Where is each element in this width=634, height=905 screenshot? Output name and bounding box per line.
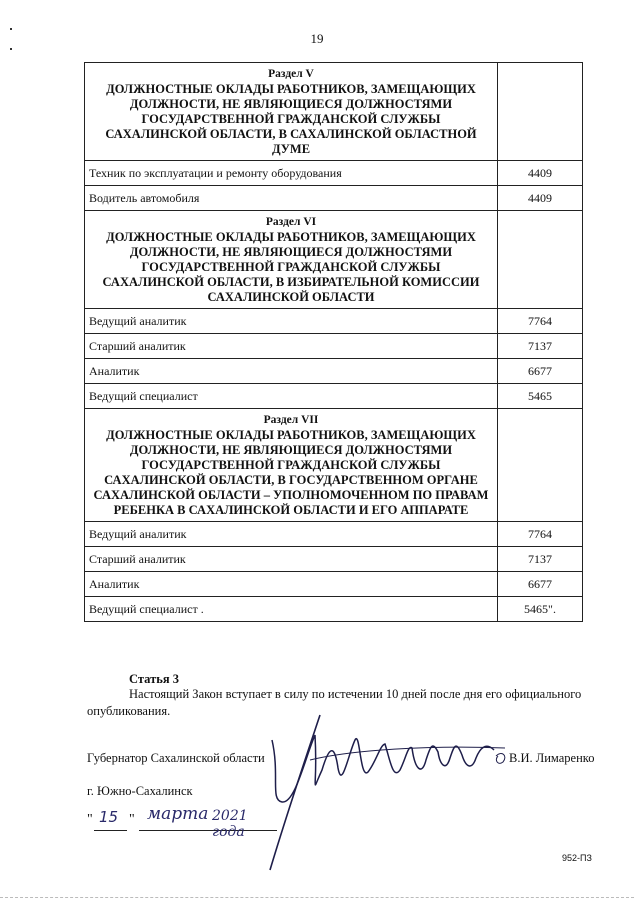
table-row [85, 597, 583, 622]
section-header-empty-cell [498, 63, 583, 161]
salary-cell: 4409 [498, 186, 583, 211]
governor-signature [210, 700, 510, 880]
salary-table [84, 62, 583, 622]
position-cell: Ведущий аналитик [85, 309, 498, 334]
article-title: Статья 3 [129, 672, 179, 686]
table-row [85, 547, 583, 572]
date-day: 15 [99, 808, 119, 826]
table-row [85, 334, 583, 359]
section-header-empty-cell [498, 211, 583, 309]
table-row [85, 309, 583, 334]
table-row [85, 359, 583, 384]
page-number: 19 [310, 31, 324, 46]
article-text: Настоящий Закон вступает в силу по истечении 10 дней после дня его официального опубликования. [87, 687, 582, 718]
section-title: ДОЛЖНОСТНЫЕ ОКЛАДЫ РАБОТНИКОВ, ЗАМЕЩАЮЩИХ ДОЛЖНОСТИ, НЕ ЯВЛЯЮЩИЕСЯ ДОЛЖНОСТЯМИ ГОСУДАРСТВЕННОЙ ГРАЖДАНСКОЙ СЛУЖБЫ САХАЛИНСКОЙ ОБЛАСТИ, В ИЗБИРАТЕЛЬНОЙ КОМИССИИ САХАЛИНСКОЙ ОБЛАСТИ [102, 230, 480, 304]
salary-cell: 7764 [498, 309, 583, 334]
section-header-empty-cell [498, 409, 583, 522]
position-cell: Старший аналитик [85, 547, 498, 572]
position-cell: Водитель автомобиля [85, 186, 498, 211]
salary-cell: 7764 [498, 522, 583, 547]
section-label: Раздел VII [263, 414, 319, 426]
section-label: Раздел VI [265, 216, 317, 228]
position-cell: Ведущий аналитик [85, 522, 498, 547]
table-row [85, 522, 583, 547]
date-month: марта [147, 804, 209, 824]
salary-cell: 6677 [498, 572, 583, 597]
section-title: ДОЛЖНОСТНЫЕ ОКЛАДЫ РАБОТНИКОВ, ЗАМЕЩАЮЩИХ ДОЛЖНОСТИ, НЕ ЯВЛЯЮЩИЕСЯ ДОЛЖНОСТЯМИ ГОСУДАРСТВЕННОЙ ГРАЖДАНСКОЙ СЛУЖБЫ САХАЛИНСКОЙ ОБЛАСТИ, В САХАЛИНСКОЙ ОБЛАСТНОЙ ДУМЕ [105, 82, 477, 156]
position-cell: Старший аналитик [85, 334, 498, 359]
position-cell: Ведущий специалист . [85, 597, 498, 622]
section-header-row [85, 211, 583, 309]
position-cell: Аналитик [85, 572, 498, 597]
document-code: 952-ПЗ [562, 853, 592, 863]
table-row [85, 572, 583, 597]
position-cell: Техник по эксплуатации и ремонту оборудования [85, 161, 498, 186]
salary-cell: 5465". [498, 597, 583, 622]
section-header [85, 211, 498, 309]
table-row [85, 186, 583, 211]
table-row [85, 384, 583, 409]
position-cell: Ведущий специалист [85, 384, 498, 409]
governor-name: В.И. Лимаренко [509, 751, 595, 765]
salary-cell: 7137 [498, 334, 583, 359]
section-label: Раздел V [268, 68, 314, 80]
section-header-row [85, 63, 583, 161]
salary-cell: 4409 [498, 161, 583, 186]
date-year: 2021 года [212, 808, 248, 840]
section-header [85, 63, 498, 161]
section-header [85, 409, 498, 522]
date-close-quote: " [129, 812, 135, 827]
date-day-underline [94, 830, 127, 831]
city: г. Южно-Сахалинск [87, 784, 193, 798]
section-title: ДОЛЖНОСТНЫЕ ОКЛАДЫ РАБОТНИКОВ, ЗАМЕЩАЮЩИХ ДОЛЖНОСТИ, НЕ ЯВЛЯЮЩИЕСЯ ДОЛЖНОСТЯМИ ГОСУДАРСТВЕННОЙ ГРАЖДАНСКОЙ СЛУЖБЫ САХАЛИНСКОЙ ОБЛАСТИ, В ГОСУДАРСТВЕННОМ ОРГАНЕ САХАЛИНСКОЙ ОБЛАСТИ – УПОЛНОМОЧЕННОМ ПО ПРАВАМ РЕБЕНКА В САХАЛИНСКОЙ ОБЛАСТИ И ЕГО АППАРАТЕ [93, 428, 489, 517]
position-cell: Аналитик [85, 359, 498, 384]
salary-cell: 6677 [498, 359, 583, 384]
scan-mark [10, 48, 12, 50]
section-header-row [85, 409, 583, 522]
table-row [85, 161, 583, 186]
governor-title: Губернатор Сахалинской области [87, 751, 265, 765]
table-body [85, 63, 583, 622]
salary-cell: 5465 [498, 384, 583, 409]
date-open-quote: " [87, 812, 93, 827]
scan-mark [10, 28, 12, 30]
salary-cell: 7137 [498, 547, 583, 572]
scan-edge-line [0, 897, 634, 898]
